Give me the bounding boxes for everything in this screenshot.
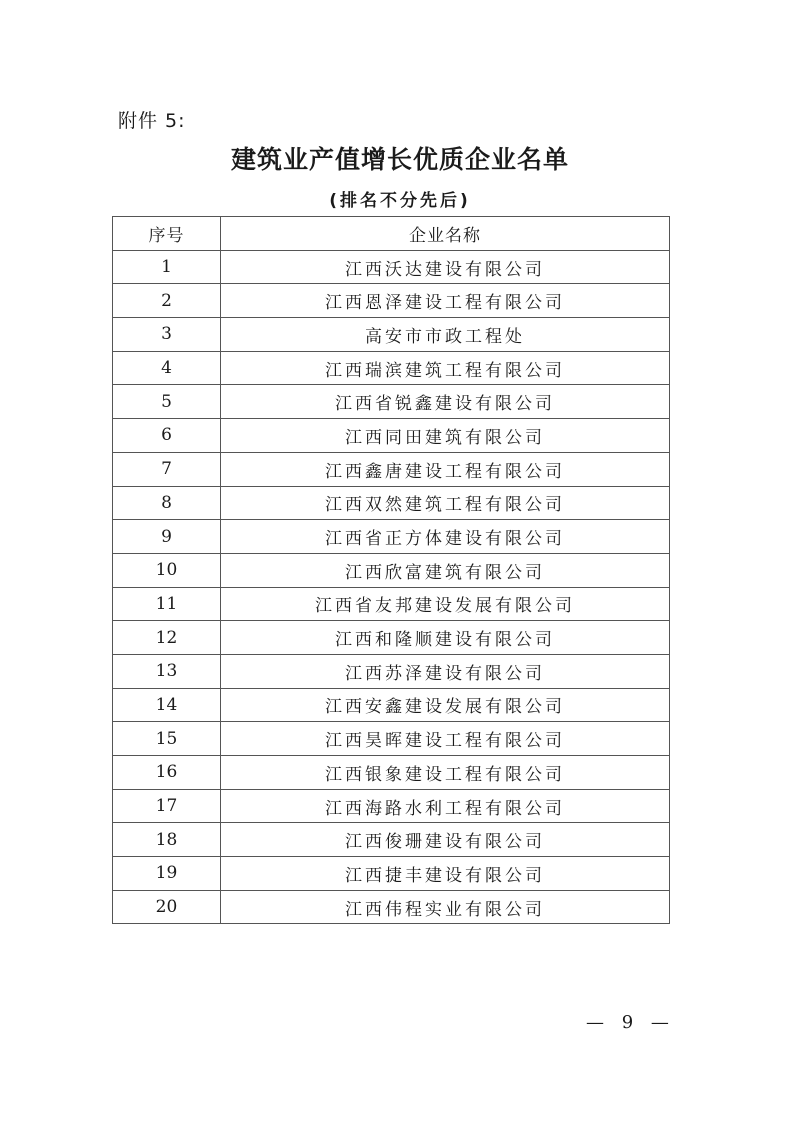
company-name: 江西省友邦建设发展有限公司 <box>221 587 670 621</box>
serial-number: 5 <box>113 385 221 419</box>
serial-number: 16 <box>113 756 221 790</box>
serial-number: 8 <box>113 486 221 520</box>
company-name: 江西省正方体建设有限公司 <box>221 520 670 554</box>
table-row <box>113 284 670 318</box>
table-row <box>113 756 670 790</box>
header-serial-number: 序号 <box>113 217 221 251</box>
company-name: 江西昊晖建设工程有限公司 <box>221 722 670 756</box>
table-header-row <box>113 217 670 251</box>
table-row <box>113 351 670 385</box>
table-row <box>113 250 670 284</box>
serial-number: 20 <box>113 890 221 924</box>
company-name: 江西双然建筑工程有限公司 <box>221 486 670 520</box>
table-row <box>113 621 670 655</box>
serial-number: 2 <box>113 284 221 318</box>
table-row <box>113 419 670 453</box>
company-name: 江西鑫唐建设工程有限公司 <box>221 452 670 486</box>
company-name: 江西捷丰建设有限公司 <box>221 857 670 891</box>
table-row <box>113 520 670 554</box>
company-name: 江西海路水利工程有限公司 <box>221 789 670 823</box>
serial-number: 7 <box>113 452 221 486</box>
serial-number: 18 <box>113 823 221 857</box>
serial-number: 17 <box>113 789 221 823</box>
company-name: 江西伟程实业有限公司 <box>221 890 670 924</box>
company-name: 江西苏泽建设有限公司 <box>221 654 670 688</box>
serial-number: 15 <box>113 722 221 756</box>
table-row <box>113 452 670 486</box>
company-name: 江西俊珊建设有限公司 <box>221 823 670 857</box>
company-name: 高安市市政工程处 <box>221 318 670 352</box>
table-row <box>113 823 670 857</box>
serial-number: 19 <box>113 857 221 891</box>
serial-number: 11 <box>113 587 221 621</box>
company-name: 江西瑞滨建筑工程有限公司 <box>221 351 670 385</box>
page-number: — 9 — <box>586 1012 675 1033</box>
table-row <box>113 587 670 621</box>
table-row <box>113 318 670 352</box>
header-company-name: 企业名称 <box>221 217 670 251</box>
serial-number: 14 <box>113 688 221 722</box>
table-row <box>113 654 670 688</box>
document-subtitle: (排名不分先后) <box>329 191 471 211</box>
company-name: 江西和隆顺建设有限公司 <box>221 621 670 655</box>
document-title: 建筑业产值增长优质企业名单 <box>230 145 569 174</box>
table-row <box>113 789 670 823</box>
table-row <box>113 857 670 891</box>
company-name: 江西恩泽建设工程有限公司 <box>221 284 670 318</box>
table-row <box>113 688 670 722</box>
table-row <box>113 385 670 419</box>
company-name: 江西银象建设工程有限公司 <box>221 756 670 790</box>
attachment-label: 附件 5: <box>118 110 186 132</box>
serial-number: 9 <box>113 520 221 554</box>
company-name: 江西沃达建设有限公司 <box>221 250 670 284</box>
serial-number: 4 <box>113 351 221 385</box>
serial-number: 12 <box>113 621 221 655</box>
serial-number: 13 <box>113 654 221 688</box>
table-body <box>113 250 670 924</box>
table-row <box>113 553 670 587</box>
company-table <box>112 216 670 924</box>
table-row <box>113 486 670 520</box>
company-name: 江西同田建筑有限公司 <box>221 419 670 453</box>
company-name: 江西欣富建筑有限公司 <box>221 553 670 587</box>
serial-number: 6 <box>113 419 221 453</box>
company-name: 江西省锐鑫建设有限公司 <box>221 385 670 419</box>
company-name: 江西安鑫建设发展有限公司 <box>221 688 670 722</box>
serial-number: 10 <box>113 553 221 587</box>
serial-number: 3 <box>113 318 221 352</box>
table-row <box>113 890 670 924</box>
serial-number: 1 <box>113 250 221 284</box>
table-row <box>113 722 670 756</box>
